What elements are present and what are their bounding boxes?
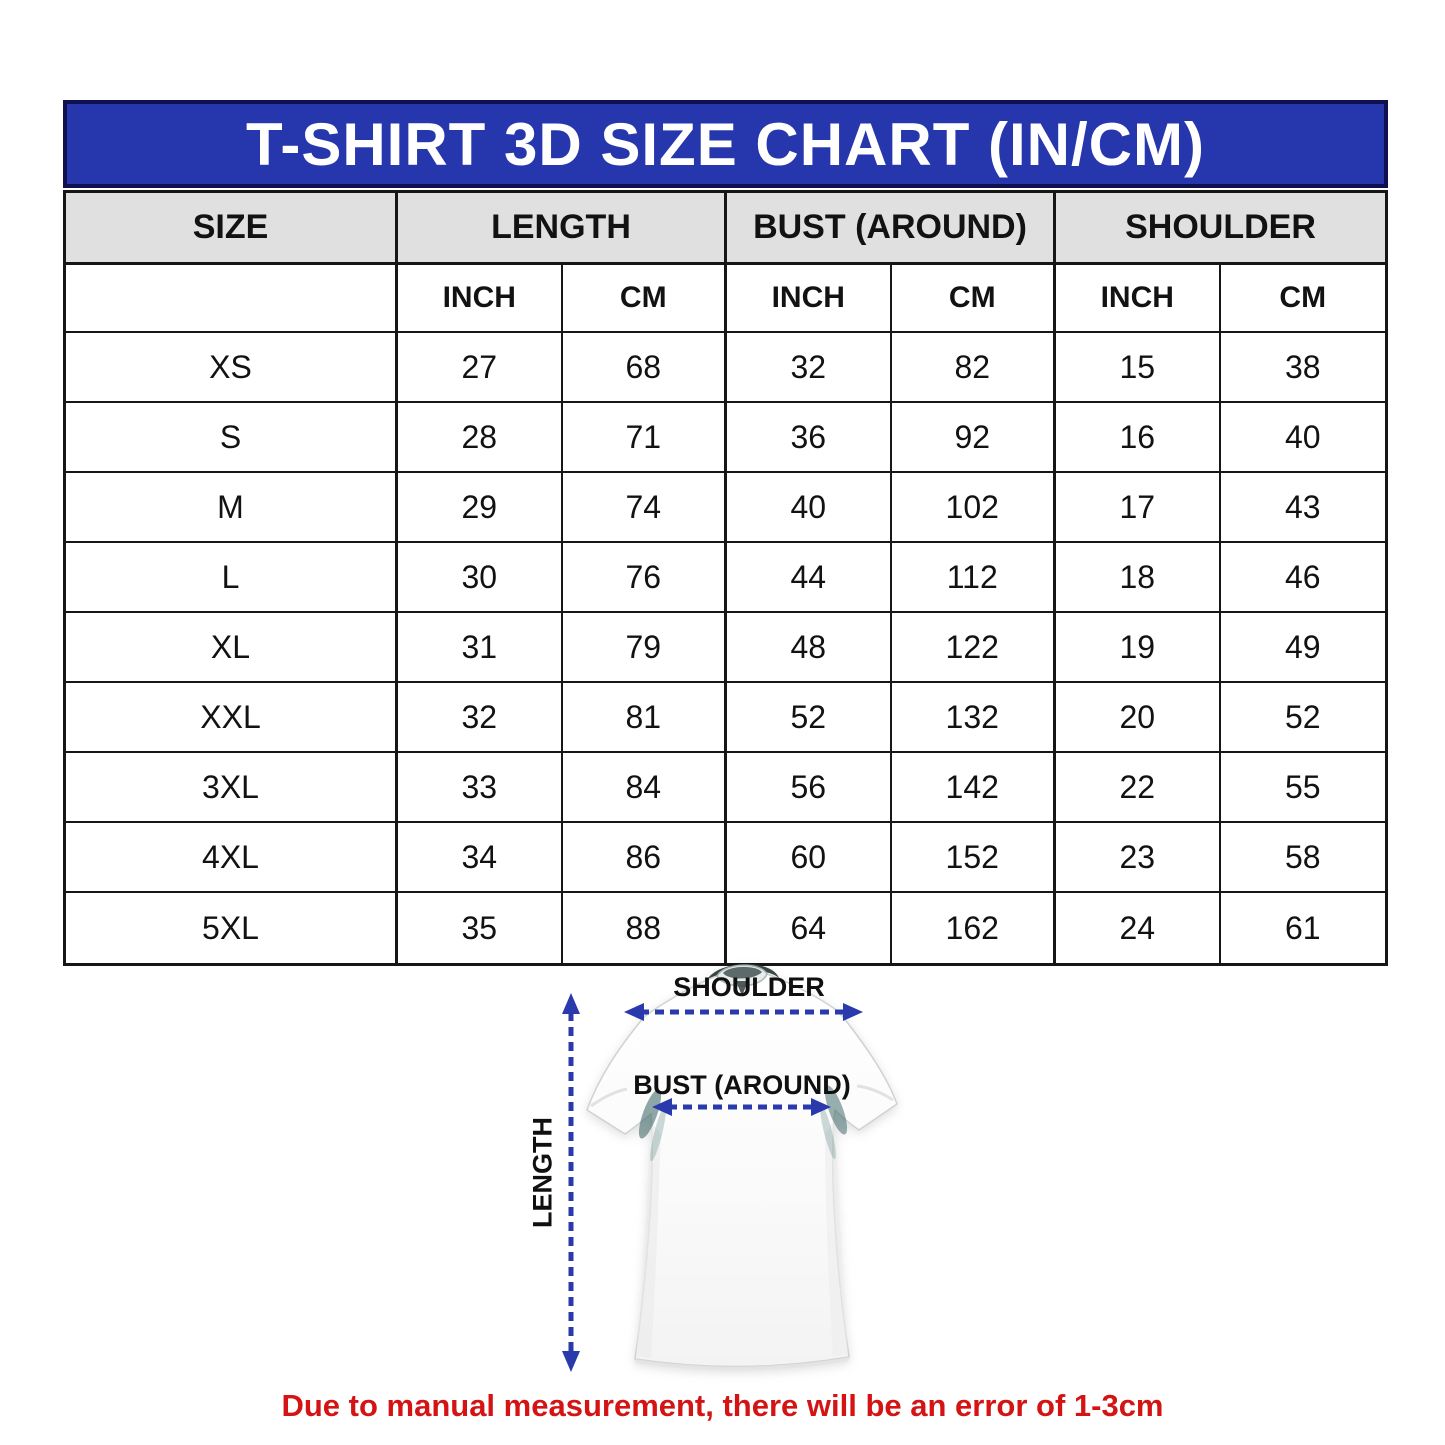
value-cell: 46 (1221, 543, 1386, 613)
size-cell: XS (66, 333, 398, 403)
value-cell: 112 (892, 543, 1057, 613)
value-cell: 92 (892, 403, 1057, 473)
size-cell: 3XL (66, 753, 398, 823)
size-cell: XL (66, 613, 398, 683)
value-cell: 79 (563, 613, 728, 683)
unit-header-length-inch: INCH (398, 265, 563, 333)
header-cell-size: SIZE (66, 193, 398, 265)
value-cell: 38 (1221, 333, 1386, 403)
value-cell: 68 (563, 333, 728, 403)
value-cell: 74 (563, 473, 728, 543)
value-cell: 19 (1056, 613, 1221, 683)
value-cell: 36 (727, 403, 892, 473)
value-cell: 17 (1056, 473, 1221, 543)
measurement-note: Due to manual measurement, there will be an error of 1-3cm (281, 1388, 1164, 1423)
value-cell: 64 (727, 893, 892, 963)
size-chart-table (63, 190, 1388, 966)
value-cell: 35 (398, 893, 563, 963)
value-cell: 31 (398, 613, 563, 683)
measurement-diagram (0, 960, 1445, 1390)
value-cell: 60 (727, 823, 892, 893)
value-cell: 33 (398, 753, 563, 823)
value-cell: 61 (1221, 893, 1386, 963)
unit-header-bust-inch: INCH (727, 265, 892, 333)
value-cell: 32 (727, 333, 892, 403)
header-cell-length: LENGTH (398, 193, 727, 265)
value-cell: 52 (727, 683, 892, 753)
value-cell: 30 (398, 543, 563, 613)
value-cell: 82 (892, 333, 1057, 403)
value-cell: 16 (1056, 403, 1221, 473)
chart-title: T-SHIRT 3D SIZE CHART (IN/CM) (246, 110, 1205, 178)
value-cell: 44 (727, 543, 892, 613)
size-cell: S (66, 403, 398, 473)
value-cell: 18 (1056, 543, 1221, 613)
unit-header-bust-cm: CM (892, 265, 1057, 333)
value-cell: 52 (1221, 683, 1386, 753)
shoulder-label: SHOULDER (673, 972, 825, 1002)
value-cell: 142 (892, 753, 1057, 823)
length-label: LENGTH (527, 1117, 558, 1228)
header-cell-shoulder: SHOULDER (1056, 193, 1385, 265)
measurement-arrows (0, 960, 1445, 1390)
size-cell: L (66, 543, 398, 613)
value-cell: 81 (563, 683, 728, 753)
value-cell: 132 (892, 683, 1057, 753)
size-cell: XXL (66, 683, 398, 753)
value-cell: 28 (398, 403, 563, 473)
chart-title-banner (63, 100, 1388, 188)
value-cell: 40 (727, 473, 892, 543)
value-cell: 32 (398, 683, 563, 753)
value-cell: 76 (563, 543, 728, 613)
value-cell: 29 (398, 473, 563, 543)
size-cell: 4XL (66, 823, 398, 893)
value-cell: 71 (563, 403, 728, 473)
value-cell: 152 (892, 823, 1057, 893)
unit-header-shoulder-inch: INCH (1056, 265, 1221, 333)
value-cell: 162 (892, 893, 1057, 963)
size-cell: M (66, 473, 398, 543)
value-cell: 27 (398, 333, 563, 403)
size-cell: 5XL (66, 893, 398, 963)
unit-header-length-cm: CM (563, 265, 728, 333)
value-cell: 43 (1221, 473, 1386, 543)
shoulder-arrow (624, 1003, 863, 1021)
value-cell: 23 (1056, 823, 1221, 893)
value-cell: 22 (1056, 753, 1221, 823)
unit-header-shoulder-cm: CM (1221, 265, 1386, 333)
value-cell: 58 (1221, 823, 1386, 893)
value-cell: 49 (1221, 613, 1386, 683)
value-cell: 24 (1056, 893, 1221, 963)
bust-label: BUST (AROUND) (633, 1070, 851, 1100)
value-cell: 84 (563, 753, 728, 823)
value-cell: 20 (1056, 683, 1221, 753)
length-arrow (562, 993, 580, 1372)
header-cell-bust: BUST (AROUND) (727, 193, 1056, 265)
value-cell: 55 (1221, 753, 1386, 823)
unit-header-empty (66, 265, 398, 333)
value-cell: 48 (727, 613, 892, 683)
value-cell: 102 (892, 473, 1057, 543)
value-cell: 15 (1056, 333, 1221, 403)
value-cell: 34 (398, 823, 563, 893)
value-cell: 40 (1221, 403, 1386, 473)
value-cell: 88 (563, 893, 728, 963)
value-cell: 56 (727, 753, 892, 823)
value-cell: 86 (563, 823, 728, 893)
value-cell: 122 (892, 613, 1057, 683)
